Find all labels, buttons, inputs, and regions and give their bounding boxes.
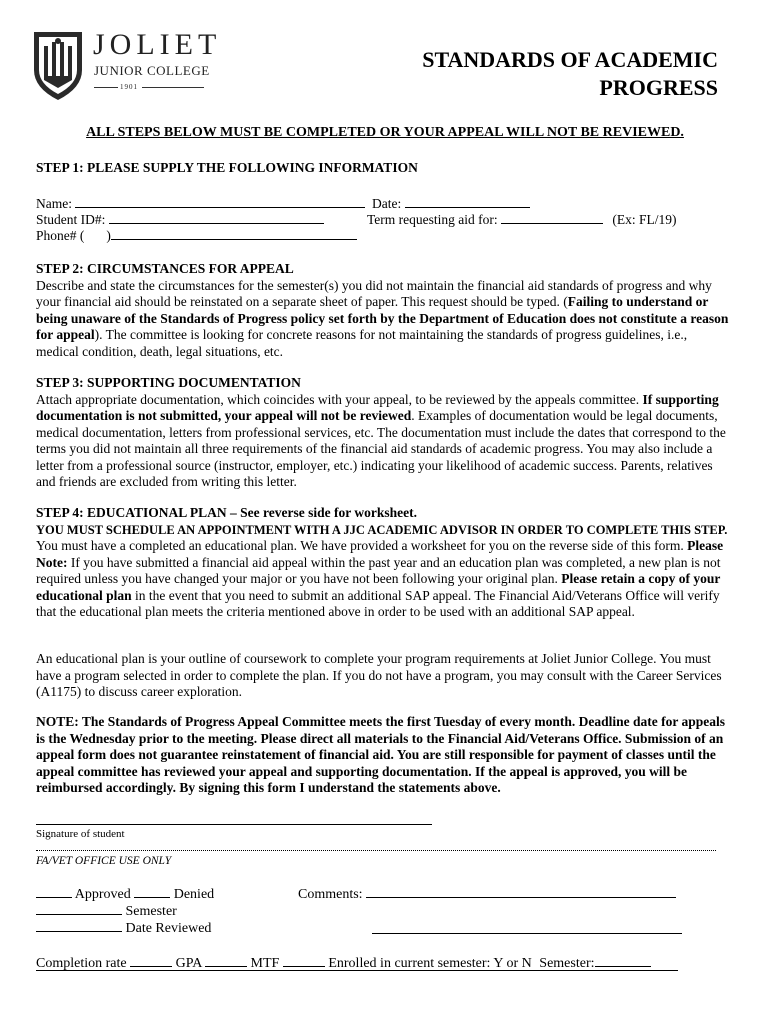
cut-line	[36, 850, 716, 851]
approved-line[interactable]	[36, 885, 72, 898]
date-line[interactable]	[405, 195, 530, 208]
shield-logo-icon	[30, 26, 86, 102]
comments-line-2[interactable]	[372, 933, 682, 934]
step4-text-3: in the event that you need to submit an additional SAP appeal. The Financial Aid/Veterans Office will verify that the educational plan meets the criteria mentioned above in order to be used with an additional SAP appeal.	[36, 587, 720, 619]
semester-label: Semester	[125, 904, 177, 919]
step1-heading: STEP 1: PLEASE SUPPLY THE FOLLOWING INFORMATION	[36, 160, 418, 175]
step3-text-2: . Examples of documentation would be legal documents, medical documentation, letters from professional services, etc. The documentation must include the dates that correspond to the terms you did not maintain all three requirements of the financial aid standards of academic progress. You may also include a letter from a professional source (instructor, employer, etc.) indicating your likelihood of academic success. Parents, relatives and friends are excluded from writing this letter.	[36, 408, 726, 489]
enrolled-label: Enrolled in current semester: Y or N	[328, 956, 532, 971]
term-label: Term requesting aid for:	[367, 212, 498, 227]
logo-rule-left	[94, 87, 118, 88]
step4-section	[36, 505, 733, 621]
step2-section	[36, 261, 733, 360]
completion-rate-line[interactable]	[130, 954, 172, 967]
semester-row	[36, 902, 177, 921]
comments-line-1[interactable]	[366, 885, 676, 898]
edplan-paragraph: An educational plan is your outline of coursework to complete your program requirements at Joliet Junior College. You must have a program selected in order to complete the plan. If you do not have a program, you may consult with the Career Services (A1175) to discuss career exploration.	[36, 651, 722, 699]
term-line[interactable]	[501, 211, 603, 224]
student-id-field[interactable]	[36, 211, 324, 229]
date-field[interactable]	[372, 195, 530, 213]
date-reviewed-row	[36, 919, 211, 938]
approved-label: Approved	[74, 887, 131, 902]
completion-rate-label: Completion rate	[36, 956, 127, 971]
gpa-label: GPA	[175, 956, 202, 971]
step4-text-1: You must have a completed an educational plan. We have provided a worksheet for you on the reverse side of this form.	[36, 538, 688, 553]
name-field[interactable]	[36, 195, 365, 213]
step4-caps: YOU MUST SCHEDULE AN APPOINTMENT WITH A JJC ACADEMIC ADVISOR IN ORDER TO COMPLETE THIS STEP.	[36, 522, 728, 537]
completion-row-underline	[36, 970, 678, 971]
mtf-line[interactable]	[283, 954, 325, 967]
step2-text-1: Describe and state the circumstances for the semester(s) you did not maintain the financial aid standards of progress and why your financial aid should be reinstated on a separate sheet of paper. This request should be typed. (	[36, 277, 712, 309]
semester2-label: Semester:	[539, 956, 595, 971]
step3-text-1: Attach appropriate documentation, which coincides with your appeal, to be reviewed by the appeals committee.	[36, 391, 643, 407]
phone-close: )	[106, 228, 111, 243]
step4-heading: STEP 4: EDUCATIONAL PLAN – See reverse side for worksheet.	[36, 505, 417, 520]
step2-text-2: ). The committee is looking for concrete reasons for not maintaining the standards of progress guidelines, i.e., medical condition, death, legal situations, etc.	[36, 327, 688, 359]
comments-field[interactable]	[298, 885, 676, 904]
logo-rule-right	[142, 87, 204, 88]
step3-bold-1: If supporting documentation is not submitted, your appeal will not be reviewed	[36, 391, 719, 423]
gpa-line[interactable]	[205, 954, 247, 967]
approved-denied-row	[36, 885, 214, 904]
step3-heading: STEP 3: SUPPORTING DOCUMENTATION	[36, 375, 301, 390]
semester-line[interactable]	[36, 902, 122, 915]
term-example: (Ex: FL/19)	[612, 212, 677, 227]
date-reviewed-label: Date Reviewed	[125, 921, 212, 936]
page-title	[378, 46, 718, 102]
date-reviewed-line[interactable]	[36, 919, 122, 932]
denied-label: Denied	[173, 887, 215, 902]
signature-label: Signature of student	[36, 828, 125, 840]
denied-line[interactable]	[134, 885, 170, 898]
title-line-2: PROGRESS	[599, 75, 718, 100]
name-label: Name:	[36, 196, 72, 211]
date-label: Date:	[372, 196, 402, 211]
step3-section	[36, 375, 733, 491]
logo-year: 1901	[120, 83, 138, 91]
step2-body	[36, 278, 733, 361]
phone-line[interactable]	[111, 227, 357, 240]
note-paragraph: NOTE: The Standards of Progress Appeal Committee meets the first Tuesday of every month. Deadline date for appeals is the Wednesday prior to the meeting. Please direct all materials to the Financial Aid/Veterans Office. Submission of an appeal form does not guarantee reinstatement of financial aid. You are still responsible for payment of classes until the appeal committee has reviewed your appeal and supporting documentation. If the appeal is approved, you will be reimbursed accordingly. By signing this form I understand the statements above.	[36, 714, 725, 795]
student-id-label: Student ID#:	[36, 212, 106, 227]
name-line[interactable]	[75, 195, 365, 208]
semester2-line[interactable]	[595, 954, 651, 967]
signature-line[interactable]	[36, 824, 432, 825]
step4-bold-1: Please Note:	[36, 538, 724, 570]
logo-wordmark: JOLIET	[93, 28, 222, 61]
comments-label: Comments:	[298, 887, 363, 902]
term-field[interactable]	[367, 211, 677, 229]
step3-body	[36, 392, 733, 491]
phone-field[interactable]	[36, 227, 357, 245]
step4-bold-2: Please retain a copy of your educational plan	[36, 571, 721, 603]
step4-text-2: If you have submitted a financial aid appeal within the past year and an education plan was completed, a new plan is not required unless you have changed your major or you have not been following your original plan.	[36, 554, 721, 586]
mtf-label: MTF	[250, 956, 280, 971]
step2-heading: STEP 2: CIRCUMSTANCES FOR APPEAL	[36, 261, 294, 276]
step4-body	[36, 522, 733, 621]
step2-bold-1: Failing to understand or being unaware of the Standards of Progress policy set forth by the Department of Education does not constitute a reason for appeal	[36, 294, 729, 342]
title-line-1: STANDARDS OF ACADEMIC	[422, 47, 718, 72]
student-id-line[interactable]	[109, 211, 324, 224]
phone-label: Phone# (	[36, 228, 85, 243]
office-use-label: FA/VET OFFICE USE ONLY	[36, 855, 172, 867]
warning-banner: ALL STEPS BELOW MUST BE COMPLETED OR YOUR APPEAL WILL NOT BE REVIEWED.	[86, 125, 684, 140]
logo-subtitle: JUNIOR COLLEGE	[94, 63, 210, 78]
